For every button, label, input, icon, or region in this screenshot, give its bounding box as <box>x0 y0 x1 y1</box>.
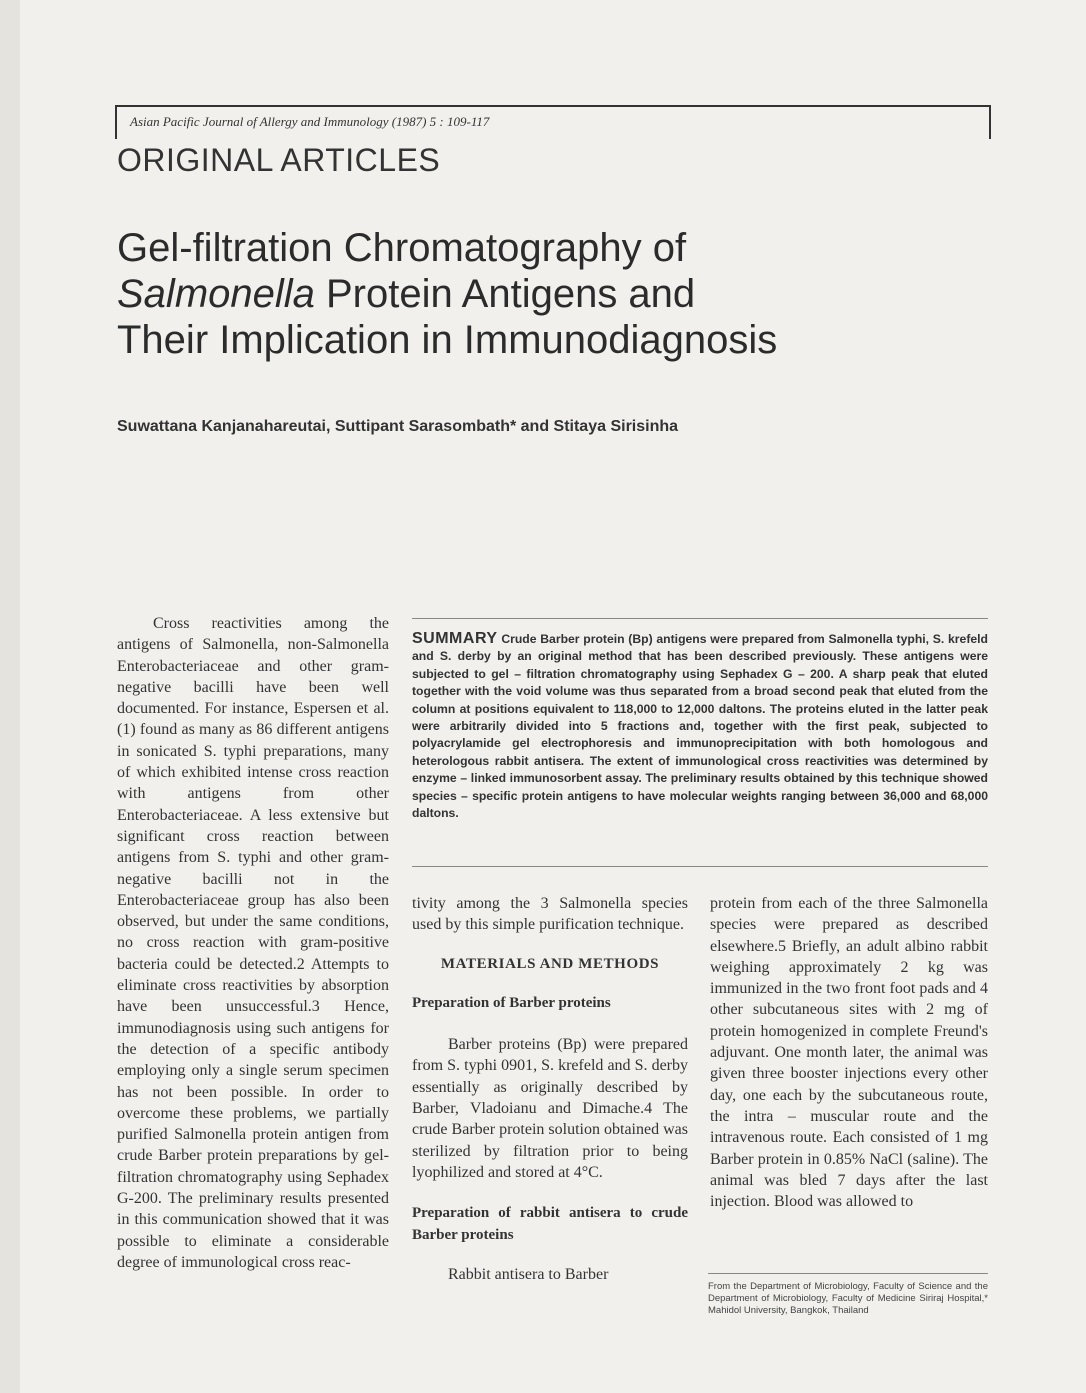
summary-top-rule <box>412 618 988 619</box>
summary-abstract <box>412 630 988 822</box>
summary-label: SUMMARY <box>412 630 498 647</box>
title-line-2-rest: Protein Antigens and <box>314 272 696 316</box>
intro-paragraph: Cross reactivities among the antigens of Salmonella, non-Salmonella Enterobacteriaceae and other gram-negative bacilli have been well documented. For instance, Espersen et al.(1) found as many as 86 different antigens in sonicated S. typhi preparations, many of which exhibited intense cross reaction with antigens from other Enterobacteriaceae. A less extensive but significant cross reaction between antigens from S. typhi and other gram-negative bacilli not in the Enterobacteriaceae group has also been observed, but under the same conditions, no cross reaction with gram-positive bacteria could be detected.2 Attempts to eliminate cross reactivities by absorption have been unsuccessful.3 Hence, immunodiagnosis using such antigens for the detection of a specific antibody employing only a single serum specimen has not been possible. In order to overcome these problems, we partially purified Salmonella protein antigen from crude Barber protein preparations by gel-filtration chromatography using Sephadex G-200. The preliminary results presented in this communication showed that it was possible to eliminate a considerable degree of immunological cross reac- <box>117 615 389 1271</box>
page-edge <box>0 0 20 1393</box>
barber-proteins-subheading: Preparation of Barber proteins <box>412 994 611 1011</box>
title-line-3: Their Implication in Immunodiagnosis <box>117 318 778 362</box>
article-title <box>117 225 1017 363</box>
materials-methods-heading: MATERIALS AND METHODS <box>440 955 660 972</box>
intro-continuation: tivity among the 3 Salmonella species used by this simple purification technique. <box>412 895 688 934</box>
barber-proteins-paragraph: Barber proteins (Bp) were prepared from S. typhi 0901, S. krefeld and S. derby essentially as originally described by Barber, Vladoianu and Dimache.4 The crude Barber protein solution obtained was sterilized by filtration prior to being lyophilized and stored at 4°C. <box>412 1036 688 1181</box>
column-3 <box>710 893 988 1212</box>
antisera-paragraph: Rabbit antisera to Barber <box>448 1265 609 1283</box>
author-list: Suwattana Kanjanahareutai, Suttipant Sarasombath* and Stitaya Sirisinha <box>117 418 679 435</box>
title-line-1: Gel-filtration Chromatography of <box>117 226 687 270</box>
footnote-rule <box>708 1273 988 1274</box>
column-2 <box>412 893 688 1285</box>
title-line-2 <box>117 271 1017 317</box>
summary-text: Crude Barber protein (Bp) antigens were prepared from Salmonella typhi, S. krefeld and S. derby by an original method that has been described previously. These antigens were subjected to gel – filtration chromatography using Sephadex G – 200. A sharp peak that eluted together with the void volume was thus separated from a broad second peak that eluted from the column at positions equivalent to 118,000 to 12,000 daltons. The proteins eluted in the latter peak were arbitrarily divided into 5 fractions and, together with the first peak, subjected to polyacrylamide gel electrophoresis and immunoprecipitation with both homologous and heterologous rabbit antisera. The extent of immunological cross reactivities was determined by enzyme – linked immunosorbent assay. The preliminary results obtained by this technique showed species – specific protein antigens to have molecular weights ranging between 36,000 and 68,000 daltons. <box>412 632 988 821</box>
journal-citation: Asian Pacific Journal of Allergy and Immunology (1987) 5 : 109-117 <box>130 114 490 129</box>
antisera-continuation: protein from each of the three Salmonella species were prepared as described elsewhere.5 Briefly, an adult albino rabbit weighing approximately 2 kg was immunized in the two front foot pads and 4 other subcutaneous sites with 2 mg of protein homogenized in complete Freund's adjuvant. One month later, the animal was given three booster injections every other day, one each by the subcutaneous route, the intra – muscular route and the intravenous route. Each consisted of 1 mg Barber protein in 0.85% NaCl (saline). The animal was bled 7 days after the last injection. Blood was allowed to <box>710 895 988 1211</box>
antisera-subheading: Preparation of rabbit antisera to crude Barber proteins <box>412 1205 688 1243</box>
column-1 <box>117 613 389 1273</box>
affiliation-footnote: From the Department of Microbiology, Faculty of Science and the Department of Microbiology, Faculty of Medicine Siriraj Hospital,* Mahidol University, Bangkok, Thailand <box>708 1281 988 1316</box>
section-heading: ORIGINAL ARTICLES <box>117 142 441 178</box>
summary-bottom-rule <box>412 866 988 867</box>
title-genus: Salmonella <box>117 272 315 316</box>
